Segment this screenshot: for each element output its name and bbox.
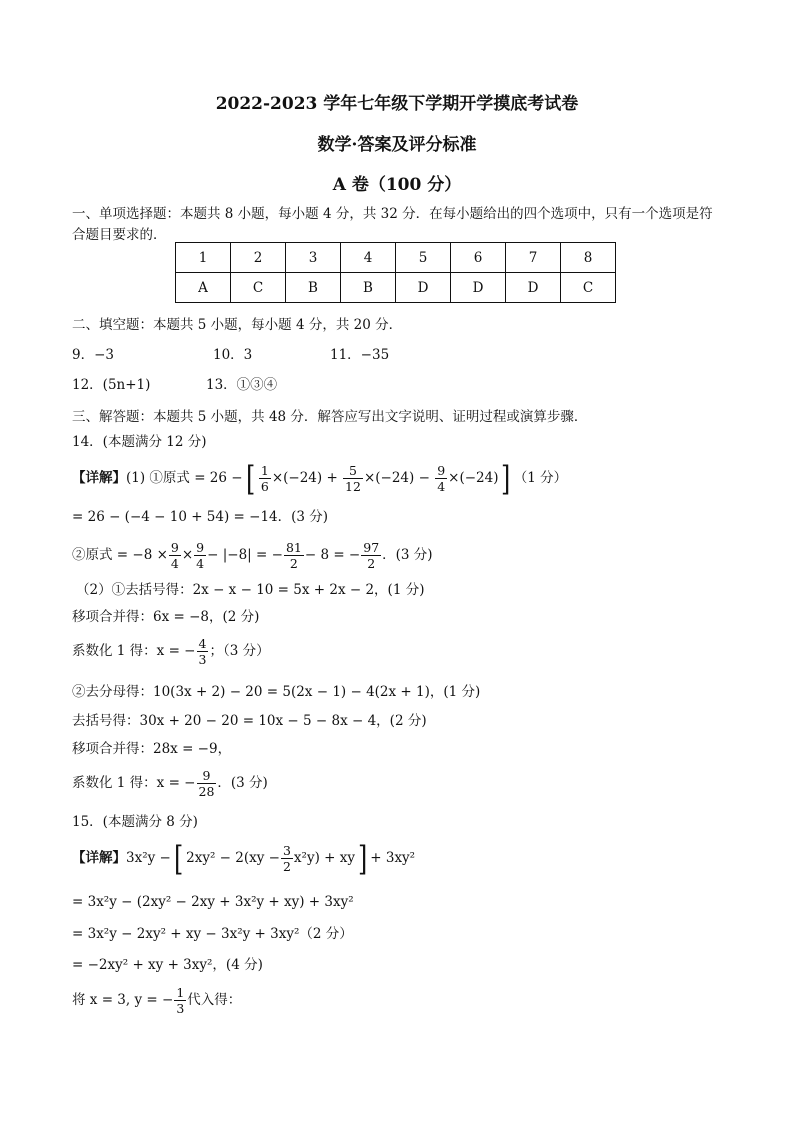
table-cell: 1 — [176, 243, 231, 273]
q14-header: 14．(本题满分 12 分) — [72, 434, 207, 450]
right-bracket: ] — [357, 838, 368, 879]
answer-table-number-row — [176, 243, 616, 273]
table-cell: A — [176, 273, 231, 303]
table-cell: 8 — [561, 243, 616, 273]
q14-step9: 移项合并得：28x = −9， — [72, 741, 232, 757]
detail-label: 【详解】 — [72, 850, 126, 866]
answer-q13: 13．①③④ — [206, 377, 278, 393]
q15-expr-c: x²y) + xy — [293, 850, 355, 866]
q14-step10-score: ．(3 分) — [217, 775, 268, 791]
q14-step8: 去括号得：30x + 20 − 20 = 10x − 5 − 8x − 4，(2 分) — [72, 713, 427, 729]
left-bracket: [ — [173, 838, 184, 879]
q14-step10-prefix: 系数化 1 得：x = − — [72, 775, 196, 791]
q14-step5: 移项合并得：6x = −8，(2 分) — [72, 609, 260, 625]
exam-title: 2022-2023 学年七年级下学期开学摸底考试卷 — [215, 94, 579, 114]
q15-step1 — [72, 838, 416, 879]
fraction: $\frac{3}{2}$ — [282, 843, 291, 874]
table-cell: C — [231, 273, 286, 303]
answer-q11: 11．−35 — [330, 347, 390, 363]
q15-expr-a: 3x²y − — [126, 850, 171, 866]
table-cell: 2 — [231, 243, 286, 273]
fraction: $\frac{5}{12}$ — [345, 463, 361, 494]
q15-expr-d: + 3xy² — [370, 850, 416, 866]
q14-step3-score: ．(3 分) — [382, 547, 433, 563]
detail-label: 【详解】 — [72, 470, 126, 486]
part3-intro: 三、解答题：本题共 5 小题，共 48 分．解答应写出文字说明、证明过程或演算步骤． — [72, 409, 588, 425]
table-cell: 7 — [506, 243, 561, 273]
table-cell: D — [451, 273, 506, 303]
table-cell: 4 — [341, 243, 396, 273]
q15-step2: = 3x²y − (2xy² − 2xy + 3x²y + xy) + 3xy² — [72, 894, 354, 910]
table-cell: B — [341, 273, 396, 303]
exam-subtitle: 数学·答案及评分标准 — [317, 135, 477, 155]
answer-q9: 9．−3 — [72, 347, 114, 363]
q15-step5 — [72, 983, 241, 1017]
fraction: $\frac{81}{2}$ — [285, 540, 302, 571]
fraction: $\frac{4}{3}$ — [198, 636, 207, 667]
q14-step3: ②原式 = −8 × $\frac{9}{4}$ × $\frac{9}{4}$ − |−8| = − $\frac{81}{2}$ − 8 = − $\frac{97}{2}$ ．(3 分) — [72, 540, 433, 571]
q14-step1-prefix: (1) ①原式 = 26 − — [126, 470, 243, 486]
part1-intro-line1: 一、单项选择题：本题共 8 小题，每小题 4 分，共 32 分．在每小题给出的四个选项中，只有一个选项是符 — [72, 206, 713, 222]
fraction: $\frac{1}{6}$ — [260, 463, 269, 494]
part1-intro-line2: 合题目要求的． — [72, 227, 167, 243]
table-cell: C — [561, 273, 616, 303]
q15-step4: = −2xy² + xy + 3xy²，(4 分) — [72, 957, 263, 973]
q15-header: 15．(本题满分 8 分) — [72, 814, 198, 830]
answer-q12: 12．(5n+1) — [72, 377, 151, 393]
table-cell: 3 — [286, 243, 341, 273]
q15-step5-suffix: 代入得： — [187, 992, 242, 1008]
q14-step4: （2）①去括号得：2x − x − 10 = 5x + 2x − 2，(1 分) — [76, 582, 425, 598]
q14-step6-prefix: 系数化 1 得：x = − — [72, 643, 196, 659]
fraction: $\frac{9}{28}$ — [198, 768, 215, 799]
q14-step2: = 26 − (−4 − 10 + 54) = −14．(3 分) — [72, 509, 329, 525]
fraction: $\frac{9}{4}$ — [437, 463, 446, 494]
fraction: $\frac{97}{2}$ — [363, 540, 380, 571]
left-bracket: [ — [245, 458, 255, 499]
q14-step6-score: ；（3 分） — [209, 643, 270, 659]
fraction: $\frac{9}{4}$ — [170, 540, 179, 571]
answer-table — [175, 242, 616, 303]
q15-expr-b: 2xy² − 2(xy − — [186, 850, 280, 866]
section-title: A 卷（100 分） — [332, 175, 462, 195]
table-cell: 6 — [451, 243, 506, 273]
q14-step10 — [72, 766, 268, 800]
table-cell: 5 — [396, 243, 451, 273]
q14-step7: ②去分母得：10(3x + 2) − 20 = 5(2x − 1) − 4(2x + 1)，(1 分) — [72, 684, 481, 700]
fraction: $\frac{1}{3}$ — [176, 985, 185, 1016]
q14-step1: 【详解】(1) ①原式 = 26 −[ $\frac{1}{6}$ ×(−24) + $\frac{5}{12}$ ×(−24) − $\frac{9}{4}$ ×(−24)] （1 分） — [72, 458, 568, 499]
right-bracket: ] — [501, 458, 511, 499]
part2-intro: 二、填空题：本题共 5 小题，每小题 4 分，共 20 分． — [72, 317, 403, 333]
q14-step6 — [72, 634, 270, 668]
table-cell: B — [286, 273, 341, 303]
q14-step1-score: （1 分） — [513, 470, 568, 486]
q15-step5-prefix: 将 x = 3, y = − — [72, 992, 174, 1008]
q14-step3-prefix: ②原式 = −8 × — [72, 547, 168, 563]
table-cell: D — [396, 273, 451, 303]
answer-q10: 10．3 — [213, 347, 253, 363]
table-cell: D — [506, 273, 561, 303]
q15-step3: = 3x²y − 2xy² + xy − 3x²y + 3xy²（2 分） — [72, 926, 353, 942]
fraction: $\frac{9}{4}$ — [196, 540, 205, 571]
answer-table-answer-row — [176, 273, 616, 303]
